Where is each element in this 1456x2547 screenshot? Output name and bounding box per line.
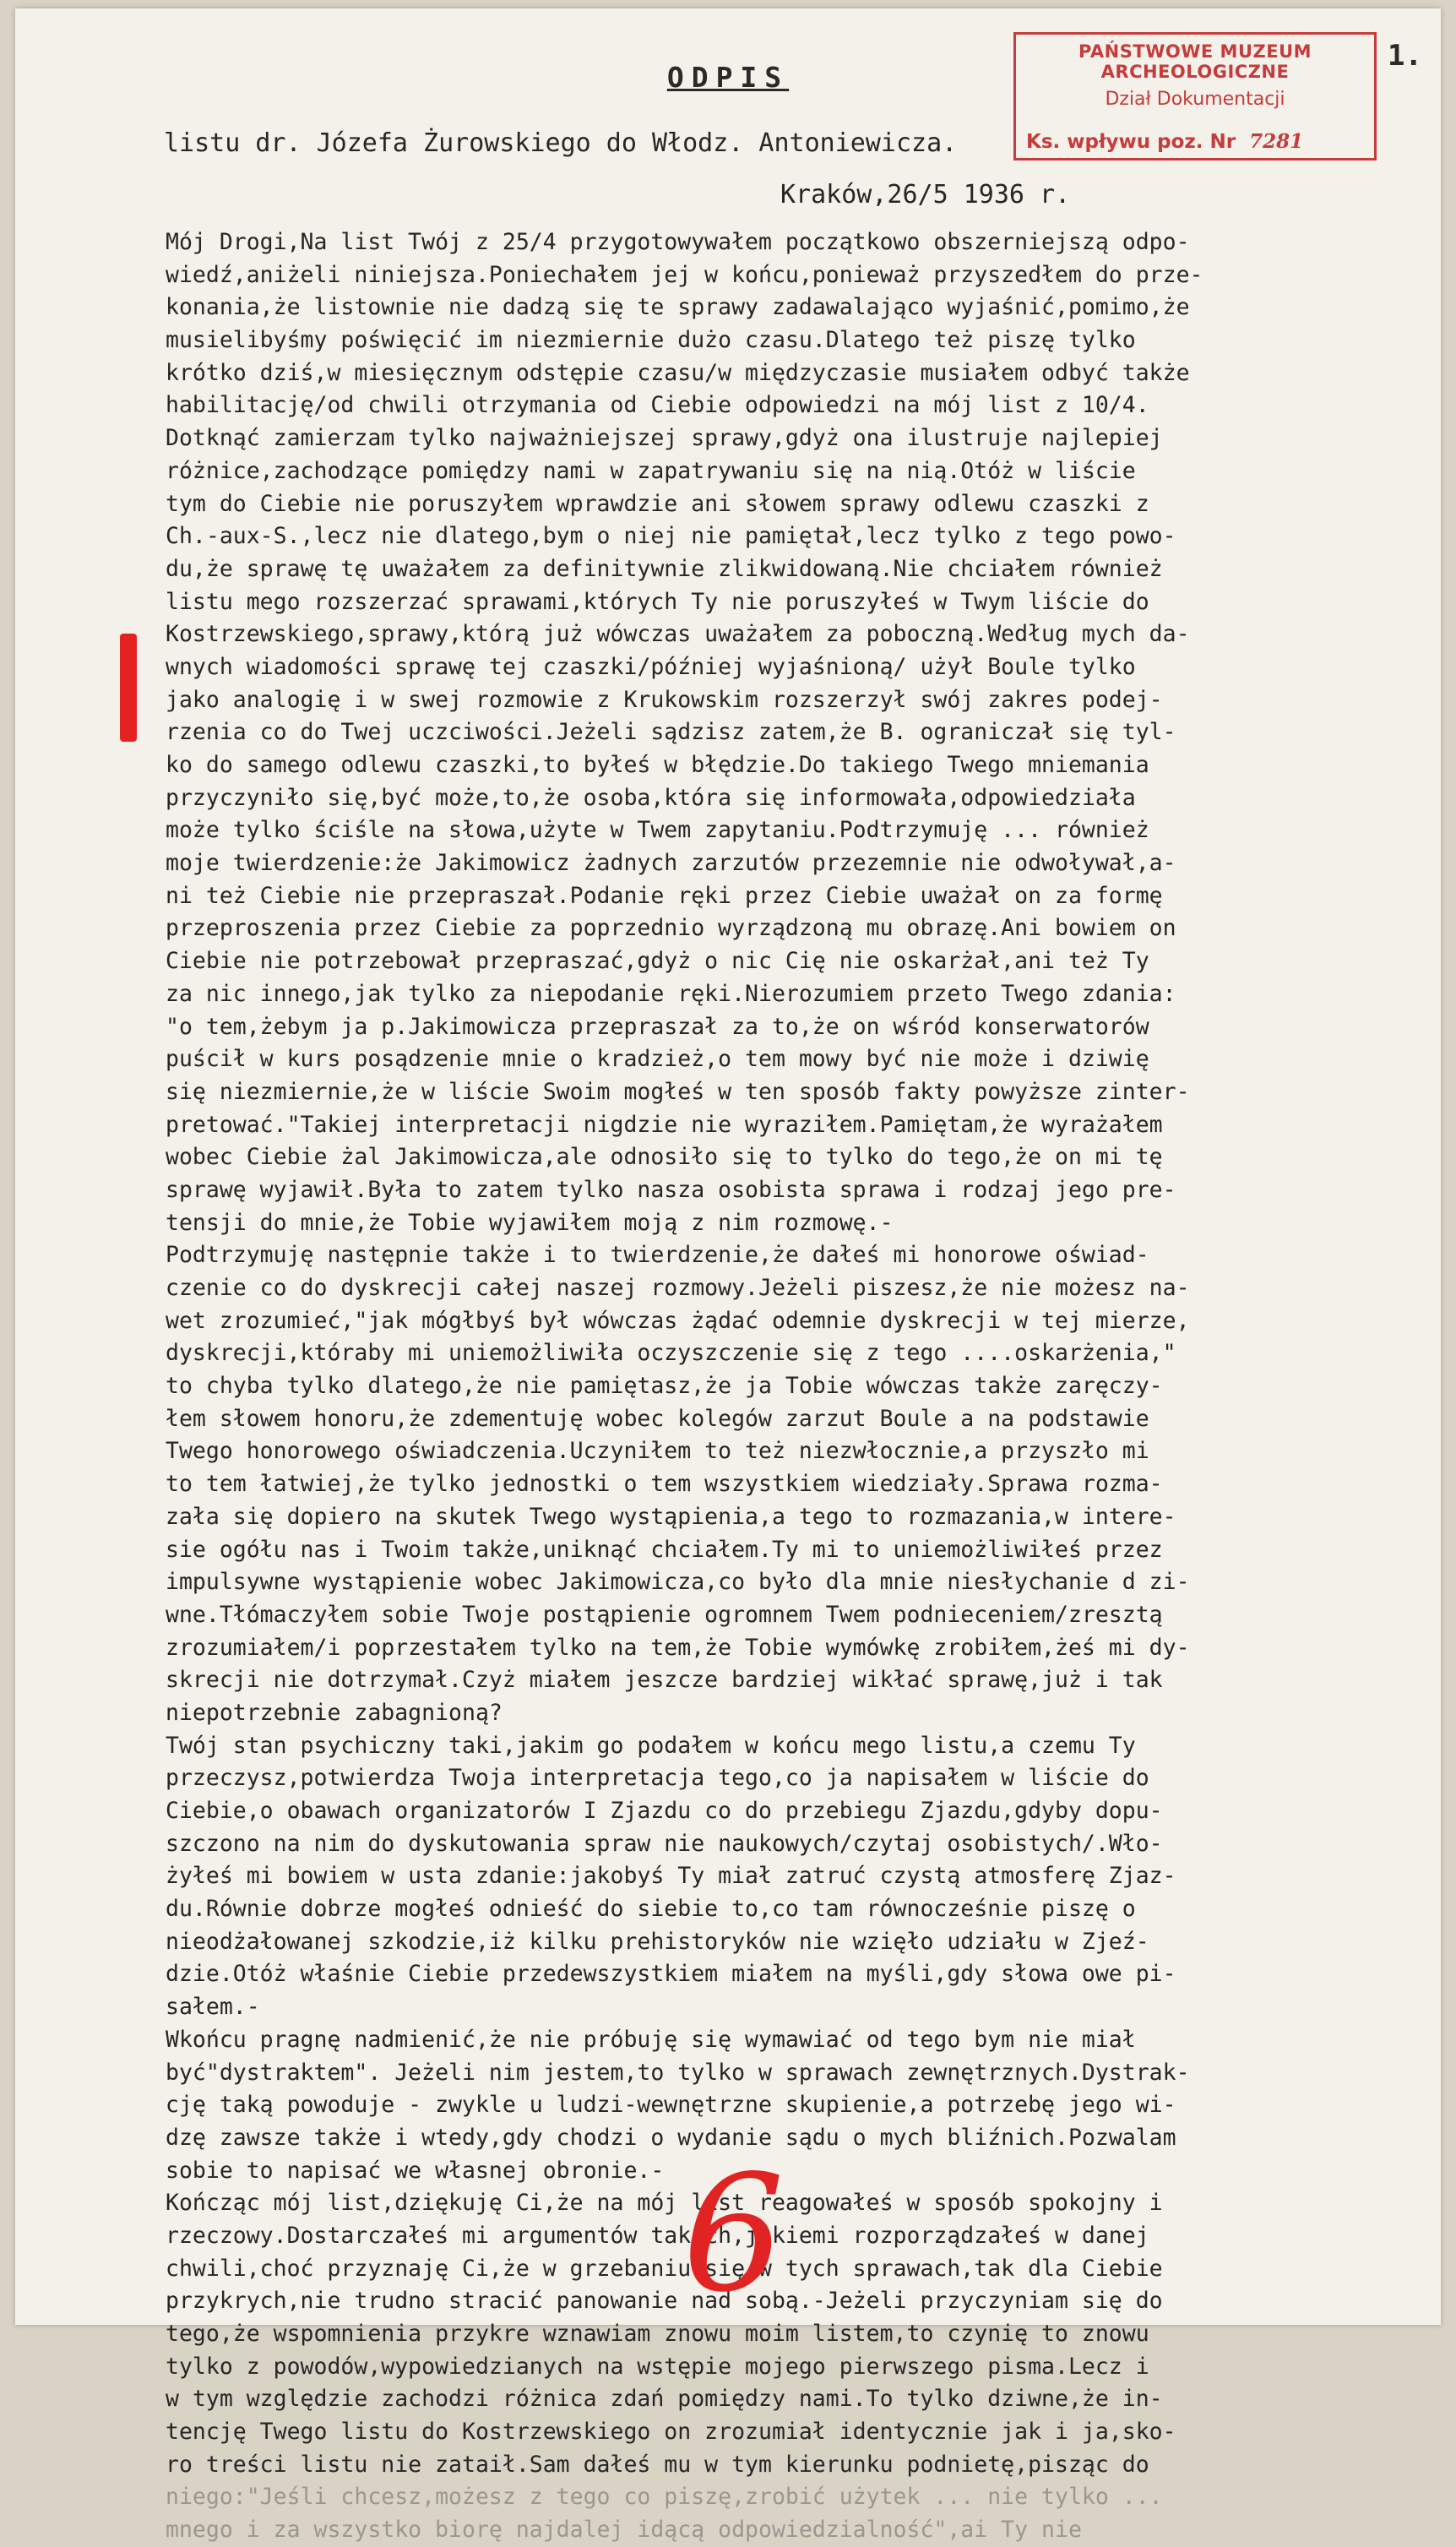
body-line: moje twierdzenie:że Jakimowicz żadnych zarzutów przezemnie nie odwoływał,a-	[166, 850, 1176, 877]
body-line: Mój Drogi,Na list Twój z 25/4 przygotowywałem początkowo obszerniejszą odpo-	[166, 229, 1190, 255]
body-line: wnych wiadomości sprawę tej czaszki/później wyjaśnioną/ użył Boule tylko	[166, 653, 1136, 680]
body-line: dzę zawsze także i wtedy,gdy chodzi o wydanie sądu o mych bliźnich.Pozwalam	[166, 2124, 1176, 2151]
stamp-department: Dział Dokumentacji	[1105, 89, 1285, 110]
body-line: wne.Tłómaczyłem sobie Twoje postąpienie ogromnem Twem podnieceniem/zresztą	[166, 1601, 1163, 1628]
body-line: Kończąc mój list,dziękuję Ci,że na mój list reagowałeś w sposób spokojny i	[166, 2190, 1163, 2217]
body-line: Twego honorowego oświadczenia.Uczyniłem to też niezwłocznie,a przyszło mi	[166, 1438, 1149, 1465]
letter-dateline: Kraków,26/5 1936 r.	[780, 180, 1071, 210]
stamp-institution: PAŃSTWOWE MUZEUM ARCHEOLOGICZNE	[1078, 41, 1312, 82]
body-line: tym do Ciebie nie poruszyłem wprawdzie ani słowem sprawy odlewu czaszki z	[166, 490, 1149, 517]
body-line: niepotrzebnie zabagnioną?	[166, 1699, 503, 1726]
body-line: łem słowem honoru,że zdementuję wobec kolegów zarzut Boule a na podstawie	[166, 1405, 1149, 1432]
body-line: ko do samego odlewu czaszki,to byłeś w błędzie.Do takiego Twego mniemania	[166, 752, 1149, 778]
body-line: krótko dziś,w miesięcznym odstępie czasu/w międzyczasie musiałem odbyć także	[166, 359, 1190, 386]
handwritten-page-mark: 6	[682, 2141, 785, 2327]
body-line: sobie to napisać we własnej obronie.-	[166, 2157, 665, 2184]
body-line: Wkońcu pragnę nadmienić,że nie próbuję się wymawiać od tego bym nie miał	[166, 2026, 1136, 2053]
body-line: przeproszenia przez Ciebie za poprzednio wyrządzoną mu obrazę.Ani bowiem on	[166, 915, 1176, 942]
body-line: przyczyniło się,być może,to,że osoba,która się informowała,odpowiedziała	[166, 784, 1136, 811]
body-line: rzenia co do Twej uczciwości.Jeżeli sądzisz zatem,że B. ograniczał się tyl-	[166, 719, 1176, 746]
body-line: tencję Twego listu do Kostrzewskiego on zrozumiał identycznie jak i ja,sko-	[166, 2419, 1176, 2446]
document-page	[15, 8, 1441, 2544]
document-heading: ODPIS	[666, 61, 790, 94]
body-line: cję taką powoduje - zwykle u ludzi-wewnętrzne skupienie,a potrzebę jego wi-	[166, 2092, 1176, 2119]
body-line: rzeczowy.Dostarczałeś mi argumentów takich,jakiemi rozporządzałeś w danej	[166, 2222, 1149, 2249]
stamp-entry	[1026, 130, 1364, 153]
body-line: się niezmiernie,że w liście Swoim mogłeś w ten sposób fakty powyższe zinter-	[166, 1078, 1190, 1105]
body-line: sie ogółu nas i Twoim także,uniknąć chciałem.Ty mi to uniemożliwiłeś przez	[166, 1536, 1163, 1563]
body-line: zrozumiałem/i poprzestałem tylko na tem,że Tobie wymówkę zrobiłem,żeś mi dy-	[166, 1634, 1190, 1661]
faded-body-line: niego:"Jeśli chcesz,możesz z tego co piszę,zrobić użytek ... nie tylko ...	[166, 2484, 1163, 2511]
letter-subtitle: listu dr. Józefa Żurowskiego do Włodz. Antoniewicza.	[164, 128, 958, 158]
body-line: dyskrecji,któraby mi uniemożliwiła oczyszczenie się z tego ....oskarżenia,"	[166, 1340, 1176, 1367]
body-line: sprawę wyjawił.Była to zatem tylko nasza osobista sprawa i rodzaj jego pre-	[166, 1176, 1176, 1203]
body-line: Ciebie,o obawach organizatorów I Zjazdu co do przebiegu Zjazdu,gdyby dopu-	[166, 1798, 1163, 1824]
body-line: du.Równie dobrze mogłeś odnieść do siebie to,co tam równocześnie piszę o	[166, 1896, 1136, 1923]
letter-body	[166, 226, 1424, 2547]
body-line: przykrych,nie trudno stracić panowanie nad sobą.-Jeżeli przyczyniam się do	[166, 2288, 1163, 2315]
stamp-entry-number: 7281	[1249, 130, 1304, 153]
body-line: jako analogię i w swej rozmowie z Krukowskim rozszerzył swój zakres podej-	[166, 686, 1163, 713]
body-line: za nic innego,jak tylko za niepodanie ręki.Nierozumiem przeto Twego zdania:	[166, 980, 1176, 1007]
body-line: ni też Ciebie nie przepraszał.Podanie ręki przez Ciebie uważał on za formę	[166, 882, 1163, 909]
body-line: sałem.-	[166, 1994, 260, 2021]
body-line: może tylko ściśle na słowa,użyte w Twem zapytaniu.Podtrzymuję ... również	[166, 817, 1149, 844]
page-number: 1.	[1388, 39, 1422, 73]
body-line: puścił w kurs posądzenie mnie o kradzież,o tem mowy być nie może i dziwię	[166, 1046, 1149, 1073]
body-line: Ch.-aux-S.,lecz nie dlatego,bym o niej nie pamiętał,lecz tylko z tego powo-	[166, 523, 1176, 550]
body-line: ro treści listu nie zataił.Sam dałeś mu w tym kierunku podnietę,pisząc do	[166, 2451, 1149, 2478]
body-line: wet zrozumieć,"jak mógłbyś był wówczas żądać odemnie dyskrecji w tej mierze,	[166, 1307, 1190, 1334]
body-line: wobec Ciebie żal Jakimowicza,ale odnosiło się to tylko do tego,że on mi tę	[166, 1144, 1163, 1171]
body-line: musielibyśmy poświęcić im niezmiernie dużo czasu.Dlatego też piszę tylko	[166, 327, 1136, 354]
body-line: Twój stan psychiczny taki,jakim go podałem w końcu mego listu,a czemu Ty	[166, 1732, 1136, 1759]
body-line: chwili,choć przyznaję Ci,że w grzebaniu się w tych sprawach,tak dla Ciebie	[166, 2255, 1163, 2282]
body-line: skrecji nie dotrzymał.Czyż miałem jeszcze bardziej wikłać sprawę,już i tak	[166, 1667, 1163, 1694]
body-line: Kostrzewskiego,sprawy,którą już wówczas uważałem za poboczną.Według mych da-	[166, 621, 1190, 648]
body-line: tego,że wspomnienia przykre wznawiam znowu moim listem,to czynię to znowu	[166, 2321, 1149, 2347]
body-line: Ciebie nie potrzebował przepraszać,gdyż o nic Cię nie oskarżał,ani też Ty	[166, 948, 1149, 975]
body-line: żyłeś mi bowiem w usta zdanie:jakobyś Ty miał zatruć czystą atmosferę Zjaz-	[166, 1863, 1176, 1890]
body-line: zała się dopiero na skutek Twego wystąpienia,a tego to rozmazania,w intere-	[166, 1503, 1176, 1530]
body-line: wiedź,aniżeli niniejsza.Poniechałem jej w końcu,ponieważ przyszedłem do prze-	[166, 261, 1203, 288]
stamp-entry-label: Ks. wpływu poz. Nr	[1026, 131, 1236, 153]
body-line: du,że sprawę tę uważałem za definitywnie zlikwidowaną.Nie chciałem również	[166, 555, 1163, 582]
body-line: być"dystraktem". Jeżeli nim jestem,to tylko w sprawach zewnętrznych.Dystrak-	[166, 2059, 1190, 2086]
body-line: impulsywne wystąpienie wobec Jakimowicza,co było dla mnie niesłychanie d zi-	[166, 1569, 1190, 1596]
body-line: konania,że listownie nie dadzą się te sprawy zadawalająco wyjaśnić,pomimo,że	[166, 294, 1190, 321]
body-line: nieodżałowanej szkodzie,iż kilku prehistoryków nie wzięło udziału w Zjeź-	[166, 1928, 1149, 1955]
archive-stamp	[1013, 32, 1377, 161]
body-line: przeczysz,potwierdza Twoja interpretacja tego,co ja napisałem w liście do	[166, 1765, 1149, 1792]
body-line: listu mego rozszerzać sprawami,których Ty nie poruszyłeś w Twym liście do	[166, 588, 1149, 615]
body-line: Podtrzymuję następnie także i to twierdzenie,że dałeś mi honorowe oświad-	[166, 1242, 1149, 1269]
body-line: tylko z powodów,wypowiedzianych na wstępie mojego pierwszego pisma.Lecz i	[166, 2353, 1149, 2380]
body-line: szczono na nim do dyskutowania spraw nie naukowych/czytaj osobistych/.Wło-	[166, 1830, 1163, 1857]
red-margin-mark	[120, 634, 137, 742]
body-line: Dotknąć zamierzam tylko najważniejszej sprawy,gdyż ona ilustruje najlepiej	[166, 425, 1163, 452]
body-line: habilitację/od chwili otrzymania od Ciebie odpowiedzi na mój list z 10/4.	[166, 392, 1149, 419]
body-line: to tem łatwiej,że tylko jednostki o tem wszystkiem wiedziały.Sprawa rozma-	[166, 1471, 1163, 1498]
body-line: tensji do mnie,że Tobie wyjawiłem moją z nim rozmowę.-	[166, 1209, 894, 1236]
body-line: "o tem,żebym ja p.Jakimowicza przepraszał za to,że on wśród konserwatorów	[166, 1013, 1149, 1040]
body-line: to chyba tylko dlatego,że nie pamiętasz,że ja Tobie wówczas także zaręczy-	[166, 1373, 1163, 1400]
body-line: w tym względzie zachodzi różnica zdań pomiędzy nami.To tylko dziwne,że in-	[166, 2386, 1163, 2413]
faded-body-line: mnego i za wszystko biorę najdalej idącą odpowiedzialność",ai Ty nie	[166, 2517, 1082, 2544]
body-line: czenie co do dyskrecji całej naszej rozmowy.Jeżeli piszesz,że nie możesz na-	[166, 1275, 1190, 1301]
body-line: pretować."Takiej interpretacji nigdzie nie wyraziłem.Pamiętam,że wyrażałem	[166, 1111, 1163, 1138]
body-line: różnice,zachodzące pomiędzy nami w zapatrywaniu się na nią.Otóż w liście	[166, 457, 1136, 484]
body-line: dzie.Otóż właśnie Ciebie przedewszystkiem miałem na myśli,gdy słowa owe pi-	[166, 1961, 1176, 1988]
